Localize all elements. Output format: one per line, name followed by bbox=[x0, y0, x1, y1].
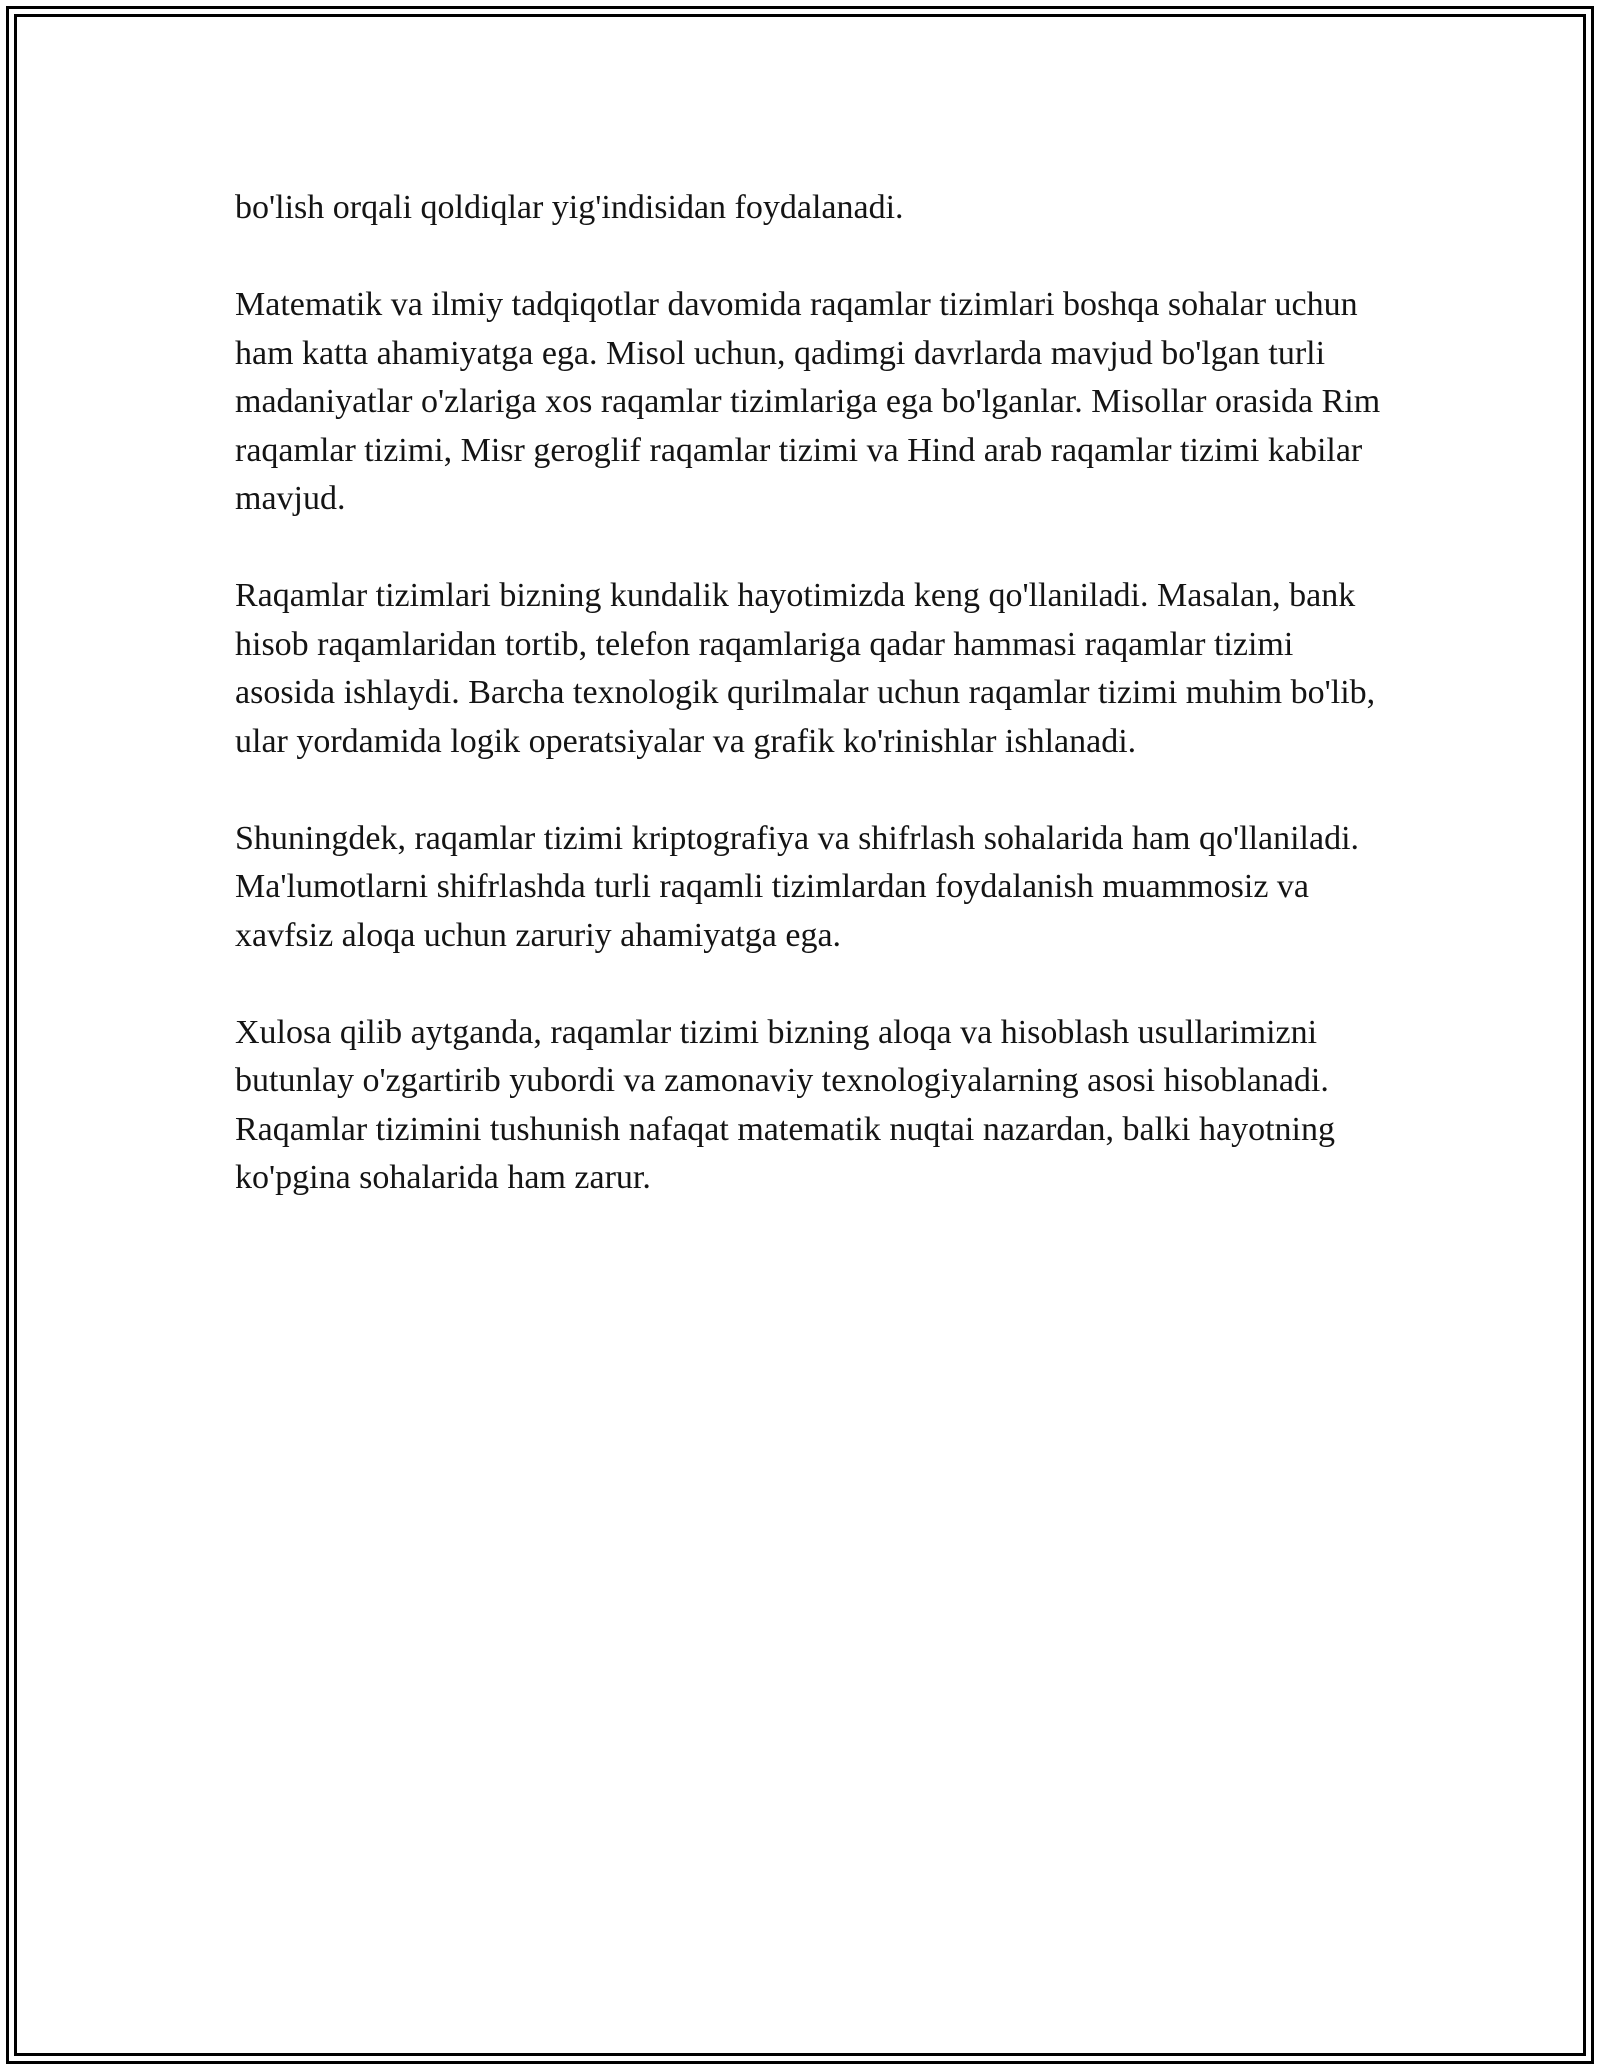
paragraph-cryptography: Shuningdek, raqamlar tizimi kriptografiya va shifrlash sohalarida ham qo'llaniladi. Ma'lumotlarni shifrlashda turli raqamli tizimlardan foydalanish muammosiz va xavfsiz aloqa uchun zaruriy ahamiyatga ega. bbox=[235, 819, 1360, 954]
paragraph-conclusion: Xulosa qilib aytganda, raqamlar tizimi bizning aloqa va hisoblash usullarimizni butunlay o'zgartirib yubordi va zamonaviy texnologiyalarning asosi hisoblanadi. Raqamlar tizimini tushunish nafaqat matematik nuqtai nazardan, balki hayotning ko'pgina sohalarida ham zarur. bbox=[235, 1013, 1335, 1196]
paragraph-daily-use: Raqamlar tizimlari bizning kundalik hayotimizda keng qo'llaniladi. Masalan, bank hisob raqamlaridan tortib, telefon raqamlariga qadar hammasi raqamlar tizimi asosida ishlaydi. Barcha texnologik qurilmalar uchun raqamlar tizimi muhim bo'lib, ular yordamida logik operatsiyalar va grafik ko'rinishlar ishlanadi. bbox=[235, 577, 1376, 760]
paragraph-history: Matematik va ilmiy tadqiqotlar davomida raqamlar tizimlari boshqa sohalar uchun ham katta ahamiyatga ega. Misol uchun, qadimgi davrlarda mavjud bo'lgan turli madaniyatlar o'zlariga xos raqamlar tizimlariga ega bo'lganlar. Misollar orasida Rim raqamlar tizimi, Misr geroglif raqamlar tizimi va Hind arab raqamlar tizimi kabilar mavjud. bbox=[235, 286, 1381, 517]
document-body bbox=[235, 184, 1395, 1203]
paragraph-continuation: bo'lish orqali qoldiqlar yig'indisidan foydalanadi. bbox=[235, 189, 904, 226]
